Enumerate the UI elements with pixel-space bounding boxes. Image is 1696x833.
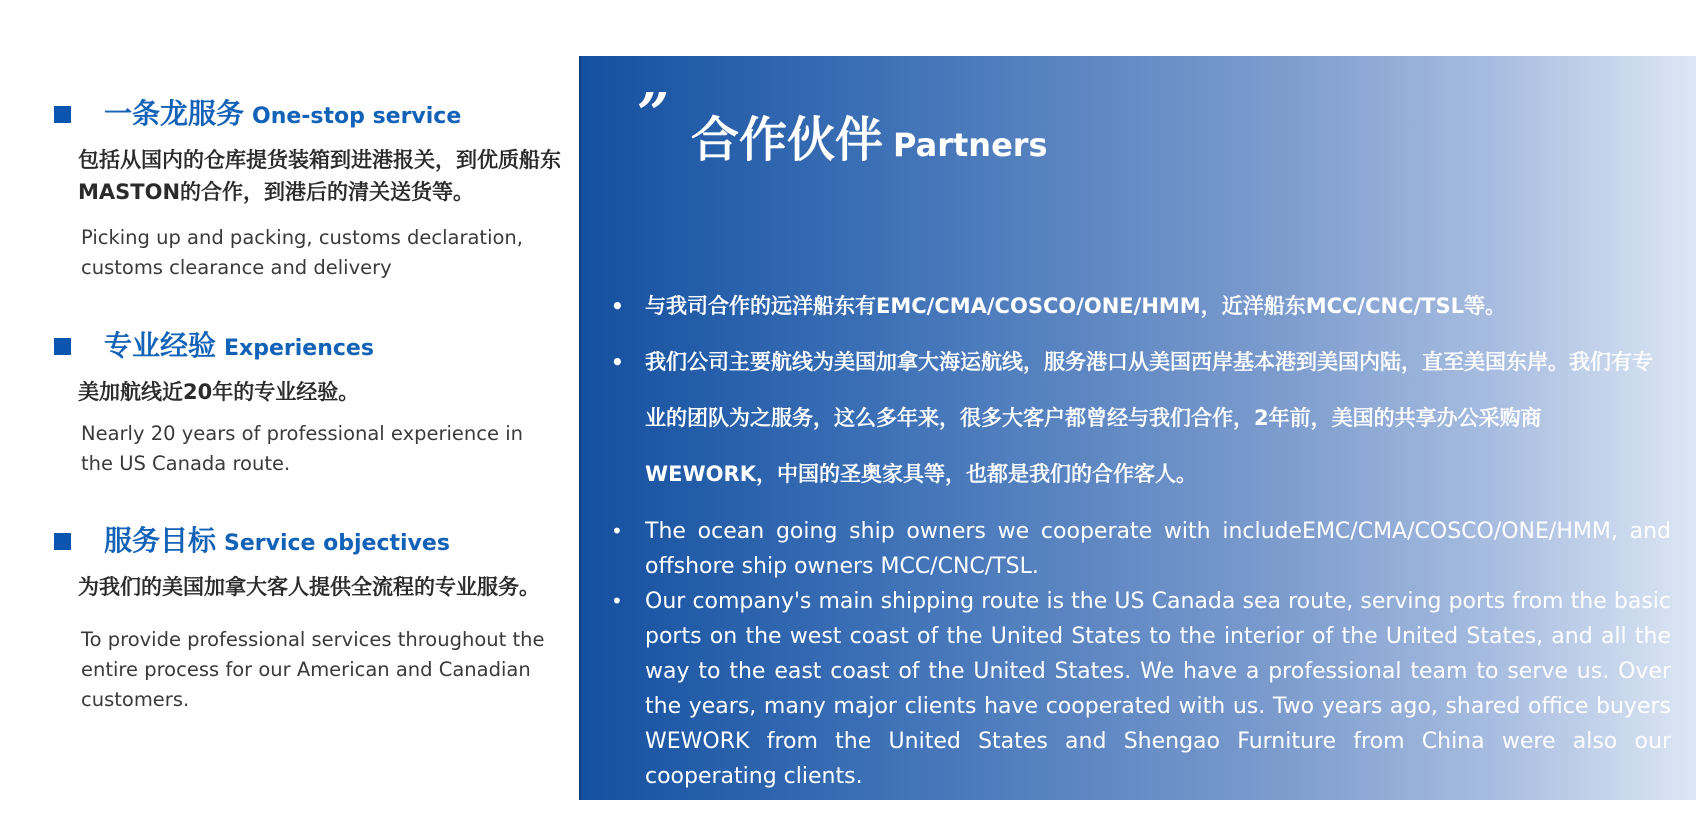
service-desc-cn: 美加航线近20年的专业经验。 [78,380,360,404]
service-title-en: One-stop service [252,104,462,129]
service-desc-cn: 包括从国内的仓库提货装箱到进港报关，到优质船东MASTON的合作，到港后的清关送货等。 [78,148,561,204]
service-title-cn: 服务目标 [104,524,217,557]
service-title [104,326,374,369]
square-bullet-icon [54,533,71,550]
services-column [0,0,580,833]
service-title-cn: 专业经验 [104,329,217,362]
partners-list-en [611,514,1671,794]
quote-mark-icon: ” [637,81,670,147]
list-item: • Our company's main shipping route is the US Canada sea route, serving ports from the basic ports on the west coast of the United States to the interior of the United States, and all the way to the east coast of the United States. We have a professional team to serve us. Over the years, many major clients have cooperated with us. Two years ago, shared office buyers WEWORK from the United States and Shengao Furniture from China were also our cooperating clients. [611,584,1671,794]
list-item: • 与我司合作的远洋船东有EMC/CMA/COSCO/ONE/HMM，近洋船东MCC/CNC/TSL等。 [611,278,1671,334]
service-title [104,521,450,564]
service-title-en: Experiences [224,336,374,361]
service-desc-cn: 为我们的美国加拿大客人提供全流程的专业服务。 [78,575,540,599]
partners-title-cn: 合作伙伴 [691,112,884,168]
partners-panel [579,56,1696,800]
square-bullet-icon [54,338,71,355]
service-desc-en: Picking up and packing, customs declaration, customs clearance and delivery [81,226,523,279]
list-item: • The ocean going ship owners we cooperate with includeEMC/CMA/COSCO/ONE/HMM, and offshore ship owners MCC/CNC/TSL. [611,514,1671,584]
service-title [104,94,461,137]
service-desc-en: Nearly 20 years of professional experience in the US Canada route. [81,422,523,475]
partners-title [691,108,1048,183]
partners-title-en: Partners [893,126,1048,164]
list-item: • 我们公司主要航线为美国加拿大海运航线，服务港口从美国西岸基本港到美国内陆，直至美国东岸。我们有专业的团队为之服务，这么多年来，很多大客户都曾经与我们合作，2年前，美国的共享办公采购商WEWORK，中国的圣奥家具等，也都是我们的合作客人。 [611,334,1671,502]
service-title-cn: 一条龙服务 [104,97,245,130]
service-desc-en: To provide professional services throughout the entire process for our American and Canadian customers. [81,628,545,711]
square-bullet-icon [54,106,71,123]
partners-list-cn [611,278,1671,502]
service-title-en: Service objectives [224,531,450,556]
